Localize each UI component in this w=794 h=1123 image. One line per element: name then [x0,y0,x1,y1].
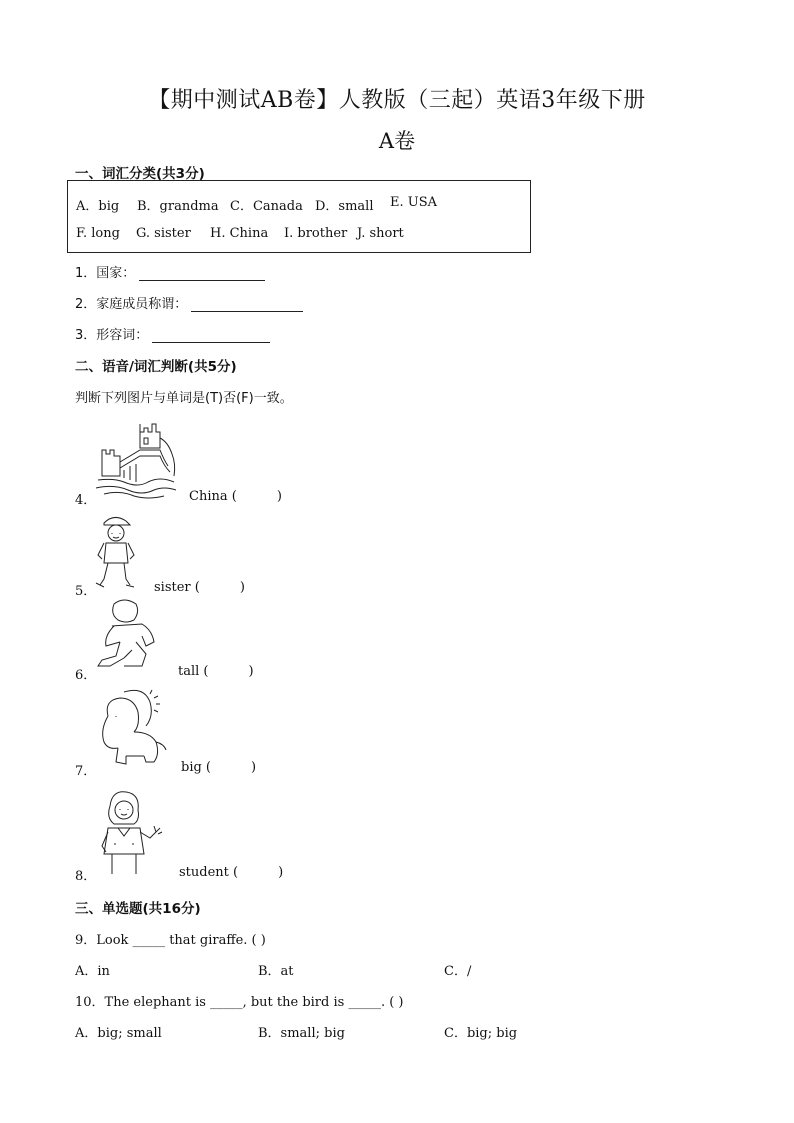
question-9-stem: 9．Look _____ that giraffe. ( ) [75,933,266,948]
item-6-close: ) [248,664,254,679]
item-6 [178,664,254,679]
word-bank-h: H. China [210,226,269,241]
answer-blank-1[interactable] [139,266,265,281]
question-10-option-c[interactable]: C．big; big [444,1026,518,1041]
question-1 [75,262,265,281]
item-7 [181,760,256,775]
question-10-option-b[interactable]: B．small; big [258,1026,345,1041]
item-5 [154,580,245,595]
word-bank-box [67,180,531,253]
word-bank-i: I. brother [284,226,348,241]
word-bank-f: F. long [76,226,120,241]
item-7-number: 7． [75,764,97,779]
item-8-word: student ( [179,865,239,880]
item-4-number: 4． [75,493,97,508]
girl-waving-icon [94,788,166,880]
item-4-word: China ( [189,489,237,504]
question-10-stem: 10．The elephant is _____, but the bird is _____. ( ) [75,995,404,1010]
word-bank-d: D．small [315,199,374,214]
item-4-close: ) [276,489,282,504]
question-3-label: 3．形容词： [75,328,149,343]
great-wall-icon [94,420,178,502]
question-9-option-b[interactable]: B．at [258,964,294,979]
item-6-word: tall ( [178,664,209,679]
question-3 [75,324,270,343]
word-bank-j: J. short [357,226,404,241]
elephant-icon [94,686,168,772]
item-5-word: sister ( [154,580,200,595]
item-8-number: 8． [75,869,97,884]
question-2-label: 2．家庭成员称谓： [75,297,188,312]
answer-blank-3[interactable] [152,328,270,343]
section3-heading: 三、单选题(共16分) [75,901,201,917]
item-4 [189,489,282,504]
section1-heading: 一、词汇分类(共3分) [75,166,205,182]
boy-with-cap-icon [94,513,138,593]
item-8-close: ) [278,865,284,880]
answer-blank-2[interactable] [191,297,303,312]
section2-instruction: 判断下列图片与单词是(T)否(F)一致。 [75,391,293,406]
question-9-option-c[interactable]: C．/ [444,964,472,979]
word-bank-g: G. sister [136,226,191,241]
question-2 [75,293,303,312]
word-bank-a: A．big [76,199,120,214]
page-title: 【期中测试AB卷】人教版（三起）英语3年级下册 [148,88,646,113]
item-8 [179,865,283,880]
item-5-number: 5． [75,584,97,599]
question-10-option-a[interactable]: A．big; small [75,1026,162,1041]
page-subtitle: A卷 [378,129,416,153]
crouching-boy-icon [94,596,160,676]
question-9-option-a[interactable]: A．in [75,964,110,979]
item-7-word: big ( [181,760,212,775]
word-bank-e: E. USA [390,195,438,210]
word-bank-b: B．grandma [137,199,219,214]
question-1-label: 1．国家： [75,266,136,281]
item-7-close: ) [251,760,257,775]
item-6-number: 6． [75,668,97,683]
word-bank-c: C．Canada [230,199,303,214]
section2-heading: 二、语音/词汇判断(共5分) [75,359,237,375]
item-5-close: ) [239,580,245,595]
